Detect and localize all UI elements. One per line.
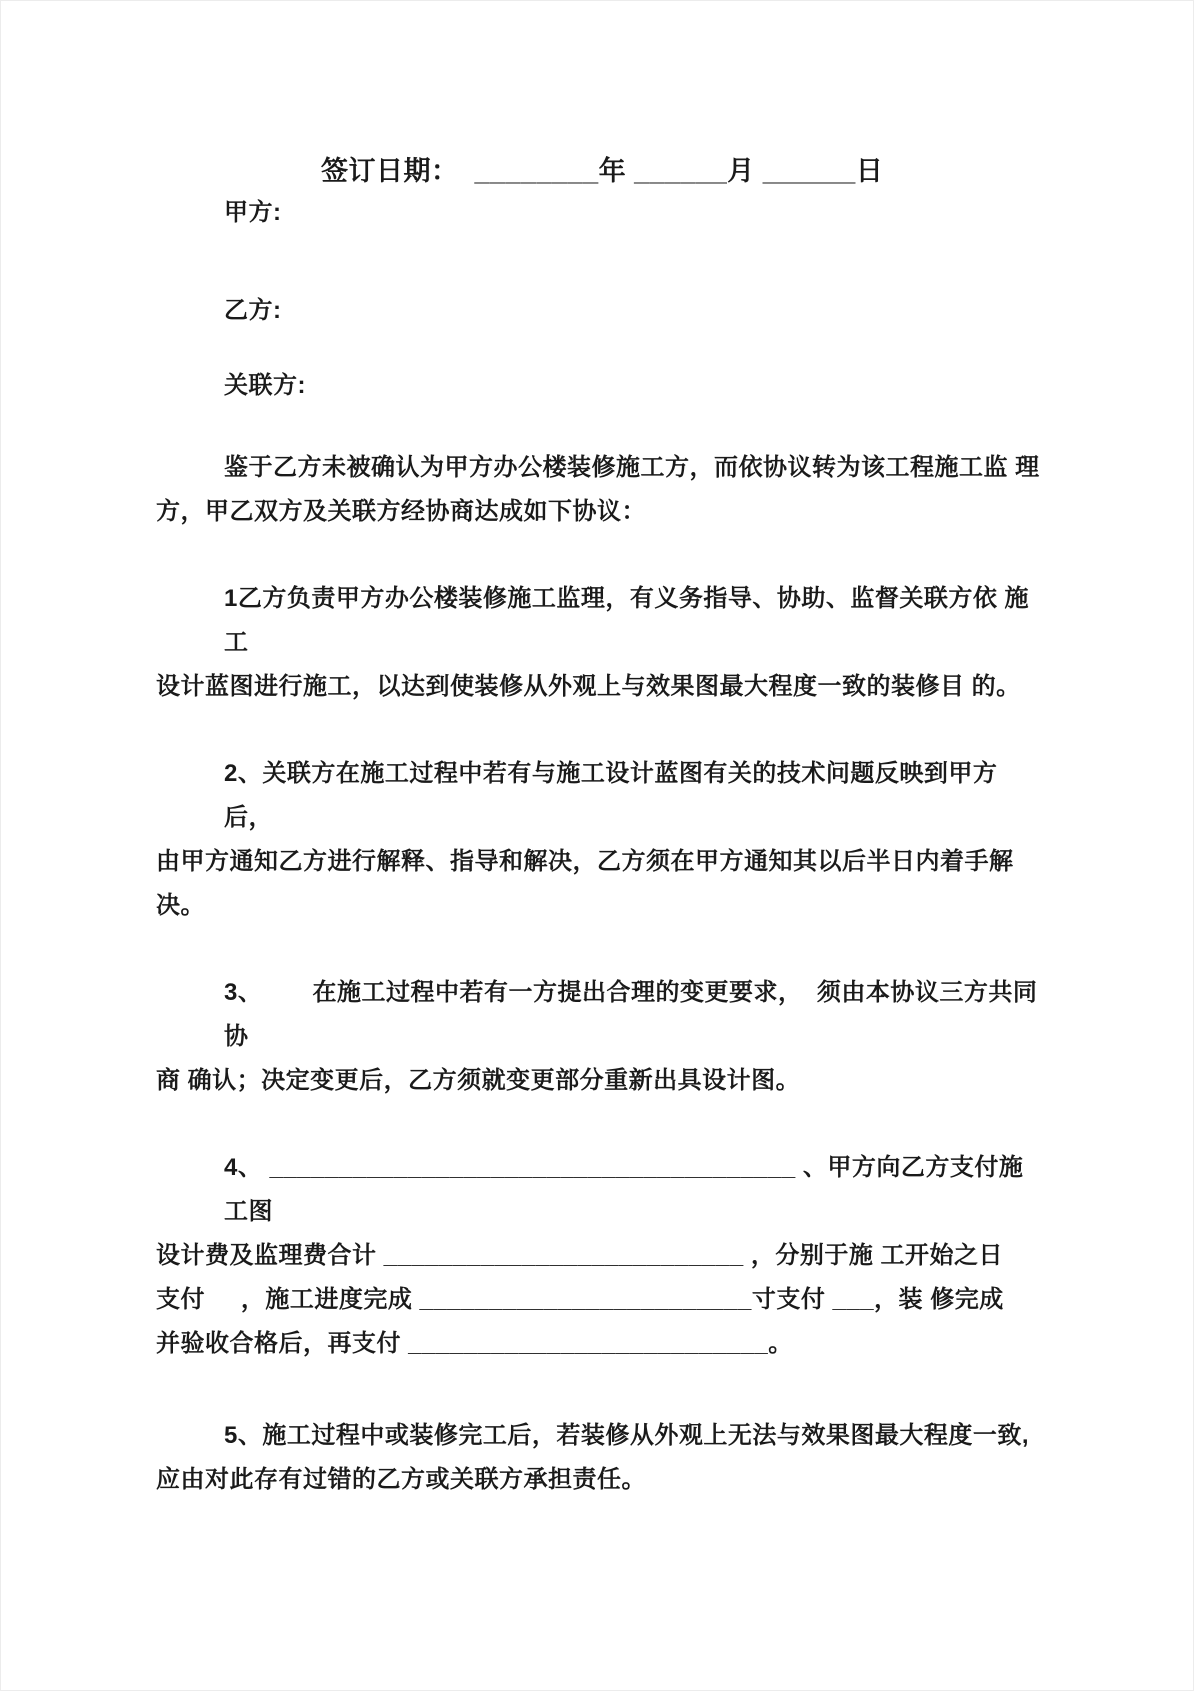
- clause-2-line-1: 2、关联方在施工过程中若有与施工设计蓝图有关的技术问题反映到甲方后，: [224, 760, 998, 831]
- clause-3-line-1: 3、 在施工过程中若有一方提出合理的变更要求， 须由本协议三方共同协: [224, 979, 1038, 1050]
- clause-4-line-4: 并验收合格后，再支付 __________________________。: [156, 1330, 793, 1357]
- clause-2-line-3: 决。: [156, 892, 205, 919]
- preamble-line-2: 方，甲乙双方及关联方经协商达成如下协议：: [156, 498, 646, 525]
- clause-4-line-2: 设计费及监理费合计 __________________________ ，分别于施 工开始之日: [156, 1242, 1004, 1269]
- clause-2-line-2: 由甲方通知乙方进行解释、指导和解决，乙方须在甲方通知其以后半日内着手解: [156, 848, 1014, 875]
- clause-5-line-2: 应由对此存有过错的乙方或关联方承担责任。: [156, 1466, 646, 1493]
- clause-3-paragraph: [156, 971, 1042, 1103]
- preamble-paragraph: [156, 446, 1042, 534]
- clause-4-line-1: 4、 ______________________________________ 、甲方向乙方支付施工图: [224, 1154, 1024, 1225]
- preamble-line-1: 鉴于乙方未被确认为甲方办公楼装修施工方，而依协议转为该工程施工监 理: [224, 454, 1040, 481]
- related-party-label: 关联方:: [224, 372, 306, 399]
- party-a-label: 甲方:: [224, 199, 282, 226]
- signing-date-line: 签订日期： ________年 ______月 ______日: [321, 156, 884, 186]
- clause-1-paragraph: [156, 577, 1042, 709]
- clause-4-line-3: 支付 ，施工进度完成 ________________________寸支付 ___，装 修完成: [156, 1286, 1004, 1313]
- clause-1-line-1: 1乙方负责甲方办公楼装修施工监理，有义务指导、协助、监督关联方依 施工: [224, 585, 1030, 656]
- clause-2-paragraph: [156, 752, 1042, 928]
- clause-3-line-2: 商 确认；决定变更后，乙方须就变更部分重新出具设计图。: [156, 1067, 801, 1094]
- clause-1-line-2: 设计蓝图进行施工，以达到使装修从外观上与效果图最大程度一致的装修目 的。: [156, 673, 1021, 700]
- party-b-label: 乙方:: [224, 297, 282, 324]
- contract-content: [156, 153, 1042, 1545]
- clause-5-line-1: 5、施工过程中或装修完工后，若装修从外观上无法与效果图最大程度一致,: [224, 1422, 1030, 1449]
- clause-4-paragraph: [156, 1146, 1042, 1366]
- clause-5-paragraph: [156, 1414, 1042, 1502]
